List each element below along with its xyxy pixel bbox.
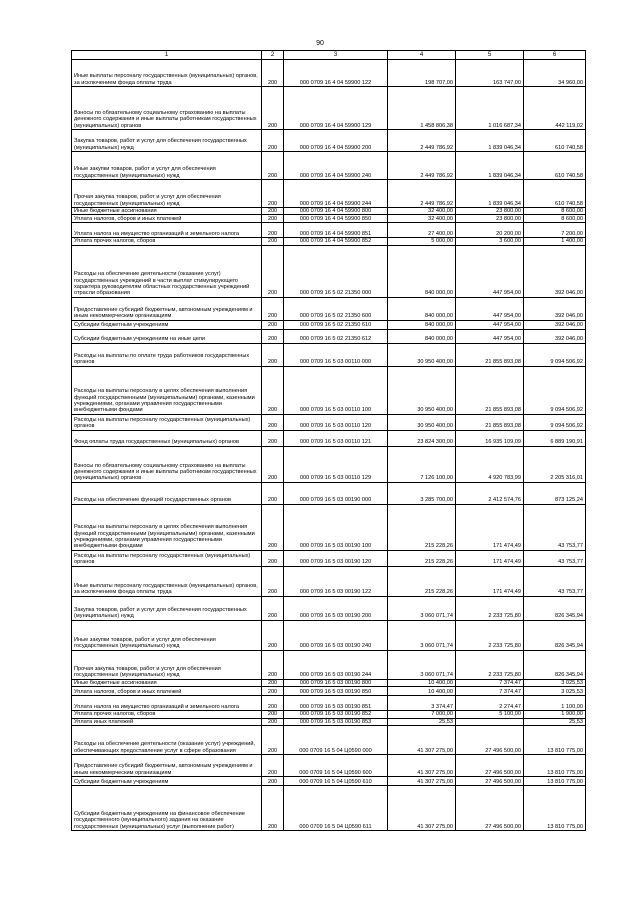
- row-unexecuted-amount-cell: 3 025,53: [524, 687, 586, 696]
- table-row: [72, 550, 586, 566]
- row-classification-code-cell: 000 0709 16 5 03 00190 244: [284, 650, 388, 679]
- row-name-cell: Субсидии бюджетным учреждениям: [72, 320, 262, 329]
- row-line-code-cell: 200: [262, 777, 284, 786]
- row-executed-amount-cell: 2 412 574,76: [456, 482, 524, 504]
- row-executed-amount-cell: 1 016 687,34: [456, 87, 524, 130]
- row-approved-amount-cell: 2 449 786,92: [388, 130, 456, 152]
- row-line-code-cell: 200: [262, 208, 284, 215]
- row-line-code-cell: 200: [262, 446, 284, 482]
- row-approved-amount-cell: 198 707,00: [388, 60, 456, 87]
- row-unexecuted-amount-cell: 826 345,94: [524, 650, 586, 679]
- table-row: [72, 223, 586, 238]
- table-body: [72, 60, 586, 831]
- row-approved-amount-cell: 3 374,47: [388, 696, 456, 711]
- row-name-cell: Взносы по обязательному социальному страхованию на выплаты денежного содержания и иные выплаты работникам государственных (муниципальных) органов: [72, 446, 262, 482]
- row-unexecuted-amount-cell: 13 810 775,00: [524, 726, 586, 755]
- row-approved-amount-cell: 3 285 700,00: [388, 482, 456, 504]
- table-row: [72, 87, 586, 130]
- row-executed-amount-cell: 2 274,47: [456, 696, 524, 711]
- row-executed-amount-cell: 163 747,00: [456, 60, 524, 87]
- row-name-cell: Расходы на выплаты персоналу в целях обеспечения выполнения функций государственными (муниципальными) органами, казенными учреждениями, органами управления государственными внебюджетными фондами: [72, 366, 262, 414]
- row-name-cell: Иные бюджетные ассигнования: [72, 679, 262, 686]
- row-name-cell: Иные закупки товаров, работ и услуг для обеспечения государственных (муниципальных) нужд: [72, 620, 262, 650]
- row-approved-amount-cell: 840 000,00: [388, 320, 456, 329]
- row-classification-code-cell: 000 0709 16 5 02 21350 000: [284, 245, 388, 297]
- table-row: [72, 596, 586, 620]
- row-name-cell: Уплата налога на имущество организаций и земельного налога: [72, 696, 262, 711]
- row-unexecuted-amount-cell: 1 100,00: [524, 696, 586, 711]
- row-classification-code-cell: 000 0709 16 4 04 59900 122: [284, 60, 388, 87]
- row-approved-amount-cell: 30 950 400,00: [388, 366, 456, 414]
- row-approved-amount-cell: 30 950 400,00: [388, 343, 456, 366]
- row-classification-code-cell: 000 0709 16 5 04 Ц0590 611: [284, 786, 388, 831]
- table-row: [72, 430, 586, 446]
- table-row: [72, 650, 586, 679]
- table-row: [72, 482, 586, 504]
- row-line-code-cell: 200: [262, 504, 284, 550]
- row-name-cell: Закупка товаров, работ и услуг для обеспечения государственных (муниципальных) нужд: [72, 596, 262, 620]
- row-line-code-cell: 200: [262, 566, 284, 596]
- row-executed-amount-cell: 2 233 725,80: [456, 620, 524, 650]
- row-unexecuted-amount-cell: 1 400,00: [524, 238, 586, 245]
- row-approved-amount-cell: 2 449 786,92: [388, 180, 456, 208]
- row-line-code-cell: 200: [262, 696, 284, 711]
- row-unexecuted-amount-cell: 13 810 775,00: [524, 786, 586, 831]
- row-executed-amount-cell: 171 474,49: [456, 504, 524, 550]
- row-line-code-cell: 200: [262, 152, 284, 180]
- row-unexecuted-amount-cell: 7 200,00: [524, 223, 586, 238]
- column-header: 1: [72, 51, 262, 60]
- row-line-code-cell: 200: [262, 87, 284, 130]
- row-executed-amount-cell: 27 496 500,00: [456, 786, 524, 831]
- row-name-cell: Уплата налогов, сборов и иных платежей: [72, 687, 262, 696]
- row-line-code-cell: 200: [262, 726, 284, 755]
- row-unexecuted-amount-cell: 2 205 316,01: [524, 446, 586, 482]
- row-classification-code-cell: 000 0709 16 5 03 00190 852: [284, 711, 388, 718]
- row-approved-amount-cell: 215 228,26: [388, 504, 456, 550]
- row-classification-code-cell: 000 0709 16 4 04 59900 852: [284, 238, 388, 245]
- table-row: [72, 726, 586, 755]
- row-approved-amount-cell: 3 060 071,74: [388, 620, 456, 650]
- row-line-code-cell: 200: [262, 786, 284, 831]
- row-unexecuted-amount-cell: 34 960,00: [524, 60, 586, 87]
- row-approved-amount-cell: 215 228,26: [388, 550, 456, 566]
- column-header: 6: [524, 51, 586, 60]
- row-name-cell: Расходы на выплаты персоналу в целях обеспечения выполнения функций государственными (муниципальными) органами, казенными учреждениями, органами управления государственными внебюджетными фондами: [72, 504, 262, 550]
- row-name-cell: Расходы на выплаты персоналу государственных (муниципальных) органов: [72, 550, 262, 566]
- row-name-cell: Закупка товаров, работ и услуг для обеспечения государственных (муниципальных) нужд: [72, 130, 262, 152]
- row-unexecuted-amount-cell: 3 025,53: [524, 679, 586, 686]
- row-executed-amount-cell: 2 233 725,80: [456, 650, 524, 679]
- column-header: 4: [388, 51, 456, 60]
- row-classification-code-cell: 000 0709 16 5 03 00110 000: [284, 343, 388, 366]
- row-unexecuted-amount-cell: 392 046,00: [524, 245, 586, 297]
- row-line-code-cell: 200: [262, 238, 284, 245]
- row-executed-amount-cell: 16 935 109,09: [456, 430, 524, 446]
- row-name-cell: Иные бюджетные ассигнования: [72, 208, 262, 215]
- table-row: [72, 414, 586, 430]
- row-unexecuted-amount-cell: 9 094 506,92: [524, 366, 586, 414]
- row-approved-amount-cell: 7 126 100,00: [388, 446, 456, 482]
- row-line-code-cell: 200: [262, 596, 284, 620]
- row-unexecuted-amount-cell: 8 600,00: [524, 208, 586, 215]
- table-row: [72, 711, 586, 718]
- table-row: [72, 343, 586, 366]
- row-line-code-cell: 200: [262, 414, 284, 430]
- row-name-cell: Расходы на обеспечение функций государственных органов: [72, 482, 262, 504]
- column-header: 3: [284, 51, 388, 60]
- row-approved-amount-cell: 840 000,00: [388, 245, 456, 297]
- table-row: [72, 718, 586, 725]
- row-executed-amount-cell: 7 374,47: [456, 687, 524, 696]
- column-header: 5: [456, 51, 524, 60]
- row-unexecuted-amount-cell: 6 889 190,91: [524, 430, 586, 446]
- row-executed-amount-cell: [456, 718, 524, 725]
- row-classification-code-cell: 000 0709 16 5 03 00190 000: [284, 482, 388, 504]
- row-classification-code-cell: 000 0709 16 5 03 00190 240: [284, 620, 388, 650]
- row-line-code-cell: 200: [262, 130, 284, 152]
- row-unexecuted-amount-cell: 13 810 775,00: [524, 755, 586, 777]
- row-classification-code-cell: 000 0709 16 5 03 00190 853: [284, 718, 388, 725]
- row-executed-amount-cell: 27 496 500,00: [456, 726, 524, 755]
- row-executed-amount-cell: 447 954,00: [456, 329, 524, 343]
- row-unexecuted-amount-cell: 1 900,00: [524, 711, 586, 718]
- row-name-cell: Субсидии бюджетным учреждениям на иные цели: [72, 329, 262, 343]
- row-unexecuted-amount-cell: 43 753,77: [524, 566, 586, 596]
- row-classification-code-cell: 000 0709 16 5 03 00110 120: [284, 414, 388, 430]
- row-name-cell: Субсидии бюджетным учреждениям: [72, 777, 262, 786]
- row-name-cell: Уплата налога на имущество организаций и земельного налога: [72, 223, 262, 238]
- row-classification-code-cell: 000 0709 16 5 03 00190 120: [284, 550, 388, 566]
- row-executed-amount-cell: 1 839 046,34: [456, 180, 524, 208]
- row-name-cell: Прочая закупка товаров, работ и услуг для обеспечения государственных (муниципальных) нужд: [72, 180, 262, 208]
- row-line-code-cell: 200: [262, 329, 284, 343]
- row-name-cell: Расходы на выплаты по оплате труда работников государственных органов: [72, 343, 262, 366]
- table-row: [72, 297, 586, 320]
- row-approved-amount-cell: 23 824 300,00: [388, 430, 456, 446]
- row-executed-amount-cell: 20 200,00: [456, 223, 524, 238]
- table-row: [72, 130, 586, 152]
- row-approved-amount-cell: 41 307 275,00: [388, 755, 456, 777]
- table-row: [72, 366, 586, 414]
- row-executed-amount-cell: 21 855 893,08: [456, 414, 524, 430]
- row-executed-amount-cell: 1 839 046,34: [456, 130, 524, 152]
- table-row: [72, 755, 586, 777]
- row-approved-amount-cell: 7 000,00: [388, 711, 456, 718]
- row-line-code-cell: 200: [262, 223, 284, 238]
- table-row: [72, 786, 586, 831]
- row-approved-amount-cell: 3 060 071,74: [388, 650, 456, 679]
- row-approved-amount-cell: 41 307 275,00: [388, 726, 456, 755]
- row-name-cell: Расходы на обеспечение деятельности (оказание услуг) учреждений, обеспечивающих предоставление услуг в сфере образования: [72, 726, 262, 755]
- row-executed-amount-cell: 171 474,49: [456, 566, 524, 596]
- row-unexecuted-amount-cell: 43 753,77: [524, 550, 586, 566]
- row-unexecuted-amount-cell: 610 740,58: [524, 152, 586, 180]
- table-row: [72, 329, 586, 343]
- row-unexecuted-amount-cell: 442 119,02: [524, 87, 586, 130]
- row-classification-code-cell: 000 0709 16 5 03 00110 100: [284, 366, 388, 414]
- row-line-code-cell: 200: [262, 687, 284, 696]
- table-header-row: [72, 51, 586, 60]
- row-unexecuted-amount-cell: 392 046,00: [524, 297, 586, 320]
- row-unexecuted-amount-cell: 392 046,00: [524, 329, 586, 343]
- row-line-code-cell: 200: [262, 482, 284, 504]
- row-line-code-cell: 200: [262, 679, 284, 686]
- row-classification-code-cell: 000 0709 16 5 02 21350 600: [284, 297, 388, 320]
- page-number: 90: [316, 40, 324, 47]
- row-name-cell: Уплата прочих налогов, сборов: [72, 238, 262, 245]
- row-approved-amount-cell: 10 400,00: [388, 687, 456, 696]
- row-approved-amount-cell: 10 400,00: [388, 679, 456, 686]
- row-approved-amount-cell: 41 307 275,00: [388, 786, 456, 831]
- row-name-cell: Расходы на выплаты персоналу государственных (муниципальных) органов: [72, 414, 262, 430]
- row-unexecuted-amount-cell: 13 810 775,00: [524, 777, 586, 786]
- row-approved-amount-cell: 30 950 400,00: [388, 414, 456, 430]
- row-executed-amount-cell: 27 496 500,00: [456, 777, 524, 786]
- row-line-code-cell: 200: [262, 60, 284, 87]
- table-row: [72, 777, 586, 786]
- row-unexecuted-amount-cell: 610 740,58: [524, 180, 586, 208]
- row-line-code-cell: 200: [262, 297, 284, 320]
- row-name-cell: Прочая закупка товаров, работ и услуг для обеспечения государственных (муниципальных) нужд: [72, 650, 262, 679]
- row-line-code-cell: 200: [262, 755, 284, 777]
- row-line-code-cell: 200: [262, 718, 284, 725]
- row-line-code-cell: 200: [262, 343, 284, 366]
- row-executed-amount-cell: 2 233 725,80: [456, 596, 524, 620]
- row-approved-amount-cell: 3 060 071,74: [388, 596, 456, 620]
- table-row: [72, 696, 586, 711]
- table-row: [72, 320, 586, 329]
- row-line-code-cell: 200: [262, 650, 284, 679]
- row-executed-amount-cell: 21 855 893,08: [456, 343, 524, 366]
- row-executed-amount-cell: 4 920 783,99: [456, 446, 524, 482]
- row-name-cell: Взносы по обязательному социальному страхованию на выплаты денежного содержания и иные выплаты работникам государственных (муниципальных) органов: [72, 87, 262, 130]
- row-approved-amount-cell: 2 449 786,92: [388, 152, 456, 180]
- row-unexecuted-amount-cell: 9 094 506,92: [524, 414, 586, 430]
- table-row: [72, 152, 586, 180]
- row-name-cell: Субсидии бюджетным учреждениям на финансовое обеспечение государственного (муниципального) задания на оказание государственных (муниципальных) услуг (выполнение работ): [72, 786, 262, 831]
- row-name-cell: Предоставление субсидий бюджетным, автономным учреждениям и иным некоммерческим организациям: [72, 297, 262, 320]
- row-classification-code-cell: 000 0709 16 5 03 00110 121: [284, 430, 388, 446]
- row-classification-code-cell: 000 0709 16 4 04 59900 850: [284, 215, 388, 223]
- row-line-code-cell: 200: [262, 180, 284, 208]
- row-unexecuted-amount-cell: 826 345,94: [524, 620, 586, 650]
- row-executed-amount-cell: 1 839 046,34: [456, 152, 524, 180]
- row-unexecuted-amount-cell: 9 094 506,92: [524, 343, 586, 366]
- row-unexecuted-amount-cell: 43 753,77: [524, 504, 586, 550]
- row-executed-amount-cell: 23 800,00: [456, 208, 524, 215]
- row-classification-code-cell: 000 0709 16 5 02 21350 610: [284, 320, 388, 329]
- row-executed-amount-cell: 3 600,00: [456, 238, 524, 245]
- table-row: [72, 215, 586, 223]
- row-name-cell: Иные выплаты персоналу государственных (муниципальных) органов, за исключением фонда оплаты труда: [72, 566, 262, 596]
- table-row: [72, 679, 586, 686]
- row-classification-code-cell: 000 0709 16 5 03 00190 200: [284, 596, 388, 620]
- row-name-cell: Фонд оплаты труда государственных (муниципальных) органов: [72, 430, 262, 446]
- row-classification-code-cell: 000 0709 16 4 04 59900 851: [284, 223, 388, 238]
- table-row: [72, 446, 586, 482]
- row-approved-amount-cell: 32 400,00: [388, 208, 456, 215]
- row-executed-amount-cell: 171 474,49: [456, 550, 524, 566]
- table-row: [72, 566, 586, 596]
- column-header: 2: [262, 51, 284, 60]
- row-executed-amount-cell: 447 954,00: [456, 297, 524, 320]
- row-executed-amount-cell: 447 954,00: [456, 320, 524, 329]
- row-approved-amount-cell: 840 000,00: [388, 297, 456, 320]
- table-row: [72, 60, 586, 87]
- row-name-cell: Уплата прочих налогов, сборов: [72, 711, 262, 718]
- row-name-cell: Предоставление субсидий бюджетным, автономным учреждениям и иным некоммерческим организациям: [72, 755, 262, 777]
- row-unexecuted-amount-cell: 826 345,94: [524, 596, 586, 620]
- budget-table: [71, 50, 586, 831]
- row-name-cell: Иные выплаты персоналу государственных (муниципальных) органов, за исключением фонда оплаты труда: [72, 60, 262, 87]
- row-approved-amount-cell: 215 228,26: [388, 566, 456, 596]
- row-approved-amount-cell: 32 400,00: [388, 215, 456, 223]
- row-classification-code-cell: 000 0709 16 5 03 00190 100: [284, 504, 388, 550]
- row-classification-code-cell: 000 0709 16 5 04 Ц0590 000: [284, 726, 388, 755]
- row-classification-code-cell: 000 0709 16 4 04 59900 240: [284, 152, 388, 180]
- row-classification-code-cell: 000 0709 16 4 04 59900 129: [284, 87, 388, 130]
- table-row: [72, 208, 586, 215]
- row-line-code-cell: 200: [262, 215, 284, 223]
- row-line-code-cell: 200: [262, 430, 284, 446]
- row-approved-amount-cell: 1 458 806,38: [388, 87, 456, 130]
- row-classification-code-cell: 000 0709 16 4 04 59900 244: [284, 180, 388, 208]
- row-name-cell: Расходы на обеспечение деятельности (оказание услуг) государственных учреждений в части выплат стимулирующего характера руководителям областных государственных учреждений отрасли образования: [72, 245, 262, 297]
- row-executed-amount-cell: 27 496 500,00: [456, 755, 524, 777]
- table-row: [72, 180, 586, 208]
- row-executed-amount-cell: 447 954,00: [456, 245, 524, 297]
- row-executed-amount-cell: 23 800,00: [456, 215, 524, 223]
- row-name-cell: Уплата налогов, сборов и иных платежей: [72, 215, 262, 223]
- row-classification-code-cell: 000 0709 16 5 02 21350 612: [284, 329, 388, 343]
- row-line-code-cell: 200: [262, 320, 284, 329]
- table-row: [72, 245, 586, 297]
- row-line-code-cell: 200: [262, 620, 284, 650]
- row-unexecuted-amount-cell: 25,53: [524, 718, 586, 725]
- table-row: [72, 620, 586, 650]
- row-approved-amount-cell: 25,53: [388, 718, 456, 725]
- row-executed-amount-cell: 5 100,00: [456, 711, 524, 718]
- row-line-code-cell: 200: [262, 550, 284, 566]
- row-approved-amount-cell: 840 000,00: [388, 329, 456, 343]
- row-classification-code-cell: 000 0709 16 4 04 59900 200: [284, 130, 388, 152]
- row-line-code-cell: 200: [262, 366, 284, 414]
- row-name-cell: Уплата иных платежей: [72, 718, 262, 725]
- row-approved-amount-cell: 41 307 275,00: [388, 777, 456, 786]
- row-classification-code-cell: 000 0709 16 5 03 00190 850: [284, 687, 388, 696]
- row-unexecuted-amount-cell: 873 125,24: [524, 482, 586, 504]
- row-line-code-cell: 200: [262, 711, 284, 718]
- row-approved-amount-cell: 5 000,00: [388, 238, 456, 245]
- row-classification-code-cell: 000 0709 16 4 04 59900 800: [284, 208, 388, 215]
- row-classification-code-cell: 000 0709 16 5 04 Ц0590 610: [284, 777, 388, 786]
- table-row: [72, 504, 586, 550]
- row-unexecuted-amount-cell: 392 046,00: [524, 320, 586, 329]
- row-unexecuted-amount-cell: 610 740,58: [524, 130, 586, 152]
- row-classification-code-cell: 000 0709 16 5 03 00110 129: [284, 446, 388, 482]
- row-line-code-cell: 200: [262, 245, 284, 297]
- row-approved-amount-cell: 27 400,00: [388, 223, 456, 238]
- row-executed-amount-cell: 21 855 893,08: [456, 366, 524, 414]
- row-classification-code-cell: 000 0709 16 5 03 00190 122: [284, 566, 388, 596]
- row-unexecuted-amount-cell: 8 600,00: [524, 215, 586, 223]
- row-classification-code-cell: 000 0709 16 5 04 Ц0590 600: [284, 755, 388, 777]
- row-executed-amount-cell: 7 374,47: [456, 679, 524, 686]
- row-classification-code-cell: 000 0709 16 5 03 00190 851: [284, 696, 388, 711]
- table-row: [72, 687, 586, 696]
- row-name-cell: Иные закупки товаров, работ и услуг для обеспечения государственных (муниципальных) нужд: [72, 152, 262, 180]
- row-classification-code-cell: 000 0709 16 5 03 00190 800: [284, 679, 388, 686]
- table-row: [72, 238, 586, 245]
